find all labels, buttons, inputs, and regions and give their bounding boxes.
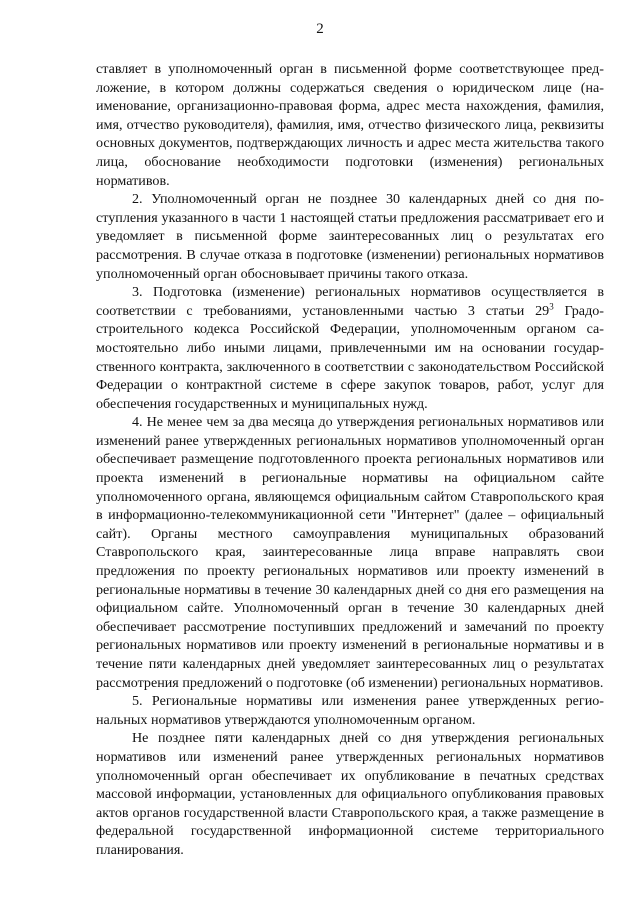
page-number: 2 bbox=[316, 21, 324, 37]
paragraph-item-3-text-start: 3. Подготовка (изменение) региональных нормативов осуществляется в соответствии с требованиями, установленными частью 3 статьи 29 bbox=[96, 284, 604, 319]
paragraph-item-2: 2. Уполномоченный орган не позднее 30 календарных дней со дня поступления указанного в части 1 настоящей статьи предложения рассматривает его и уведомляет в письменной форме заинтересованных лиц о результатах его рассмотрения. В случае отказа в подготовке (изменении) региональных нормативов уполномоченный орган обосновывает причины такого отказа. bbox=[96, 191, 604, 282]
paragraph-continuation: ставляет в уполномоченный орган в письменной форме соответствующее предложение, в котором должны содержаться сведения о юридическом лице (наименование, организационно-правовая форма, адрес места нахождения, фамилия, имя, отчество руководителя), фамилия, имя, отчество физического лица, реквизиты основных документов, подтверждающих личность и адрес места жительства такого лица, обоснование необходимости подготовки (изменения) региональных нормативов. bbox=[96, 61, 604, 189]
paragraph-publication: Не позднее пяти календарных дней со дня утверждения региональных нормативов или изменений ранее утвержденных региональных нормативов уполномоченный орган обеспечивает их опубликование в печатных средствах массовой информации, установленных для официального опубликования правовых актов органов государственной власти Ставропольского края, а также размещение в федеральной государственной информационной системе территориального планирования. bbox=[96, 730, 604, 858]
paragraph-item-3-text-end: Градостроительного кодекса Российской Федерации, уполномоченным органом самостоятельно либо иными лицами, привлеченными им на основании государственного контракта, заключенного в соответствии с законодательством Российской Федерации о контрактной системе в сфере закупок товаров, работ, услуг для обеспечения государственных и муниципальных нужд. bbox=[96, 302, 604, 412]
article-superscript: 3 bbox=[549, 301, 554, 312]
paragraph-item-3 bbox=[96, 283, 604, 413]
document-body bbox=[96, 60, 604, 860]
paragraph-item-5: 5. Региональные нормативы или изменения ранее утвержденных региональных нормативов утверждаются уполномоченным органом. bbox=[96, 693, 604, 728]
paragraph-item-4: 4. Не менее чем за два месяца до утверждения региональных нормативов или изменений ранее утвержденных региональных нормативов уполномоченный орган обеспечивает размещение подготовленного проекта региональных нормативов или проекта изменений в региональные нормативы на официальном сайте уполномоченного органа, являющемся официальным сайтом Ставропольского края в информационно-телекоммуникационной сети "Интернет" (далее – официальный сайт). Органы местного самоуправления муниципальных образований Ставропольского края, заинтересованные лица вправе направлять свои предложения по проекту региональных нормативов или проекту изменений в региональные нормативы в течение 30 календарных дней со дня его размещения на официальном сайте. Уполномоченный орган в течение 30 календарных дней обеспечивает рассмотрение поступивших предложений и замечаний по проекту региональных нормативов или проекту изменений в региональные нормативы и в течение пяти календарных дней уведомляет заинтересованных лиц о результатах рассмотрения предложений о подготовке (об изменении) региональных нормативов. bbox=[96, 414, 604, 691]
